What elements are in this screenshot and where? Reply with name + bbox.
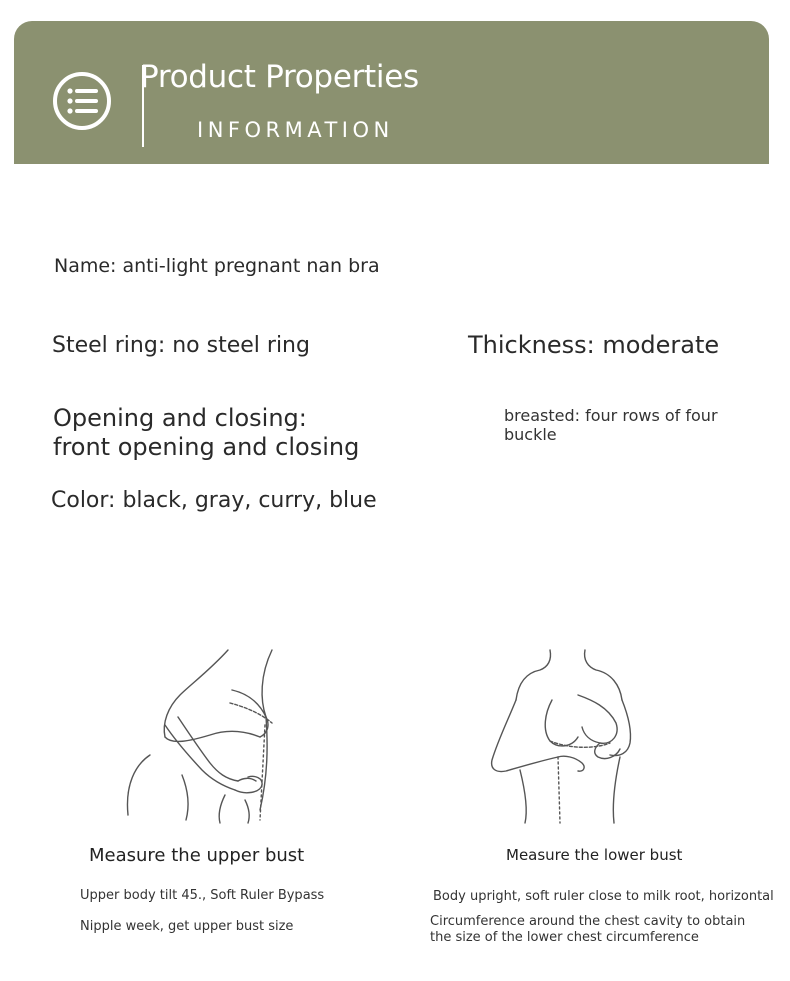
lower-bust-instruction-1: Body upright, soft ruler close to milk root, horizontal (433, 889, 774, 904)
upper-bust-measure-illustration (110, 645, 300, 825)
lower-bust-measure-illustration (480, 645, 655, 825)
property-opening-line2: front opening and closing (53, 433, 360, 461)
lower-bust-instruction-2: Circumference around the chest cavity to obtain the size of the lower chest circumference (430, 914, 746, 945)
property-opening (53, 404, 383, 462)
upper-bust-instruction-1: Upper body tilt 45., Soft Ruler Bypass (80, 888, 325, 903)
property-opening-line1: Opening and closing: (53, 404, 307, 432)
header-banner (14, 21, 769, 164)
property-breasted: breasted: four rows of four buckle (504, 406, 718, 444)
property-name: Name: anti-light pregnant nan bra (54, 255, 380, 277)
upper-bust-instruction-2: Nipple week, get upper bust size (80, 919, 294, 934)
property-thickness: Thickness: moderate (468, 331, 720, 359)
lower-bust-title: Measure the lower bust (506, 846, 683, 864)
list-icon (52, 71, 112, 131)
upper-bust-title: Measure the upper bust (89, 845, 305, 866)
property-steel-ring: Steel ring: no steel ring (52, 333, 310, 358)
page-title: Product Properties (140, 59, 419, 95)
page-subtitle: INFORMATION (197, 118, 394, 142)
property-color: Color: black, gray, curry, blue (51, 488, 377, 513)
